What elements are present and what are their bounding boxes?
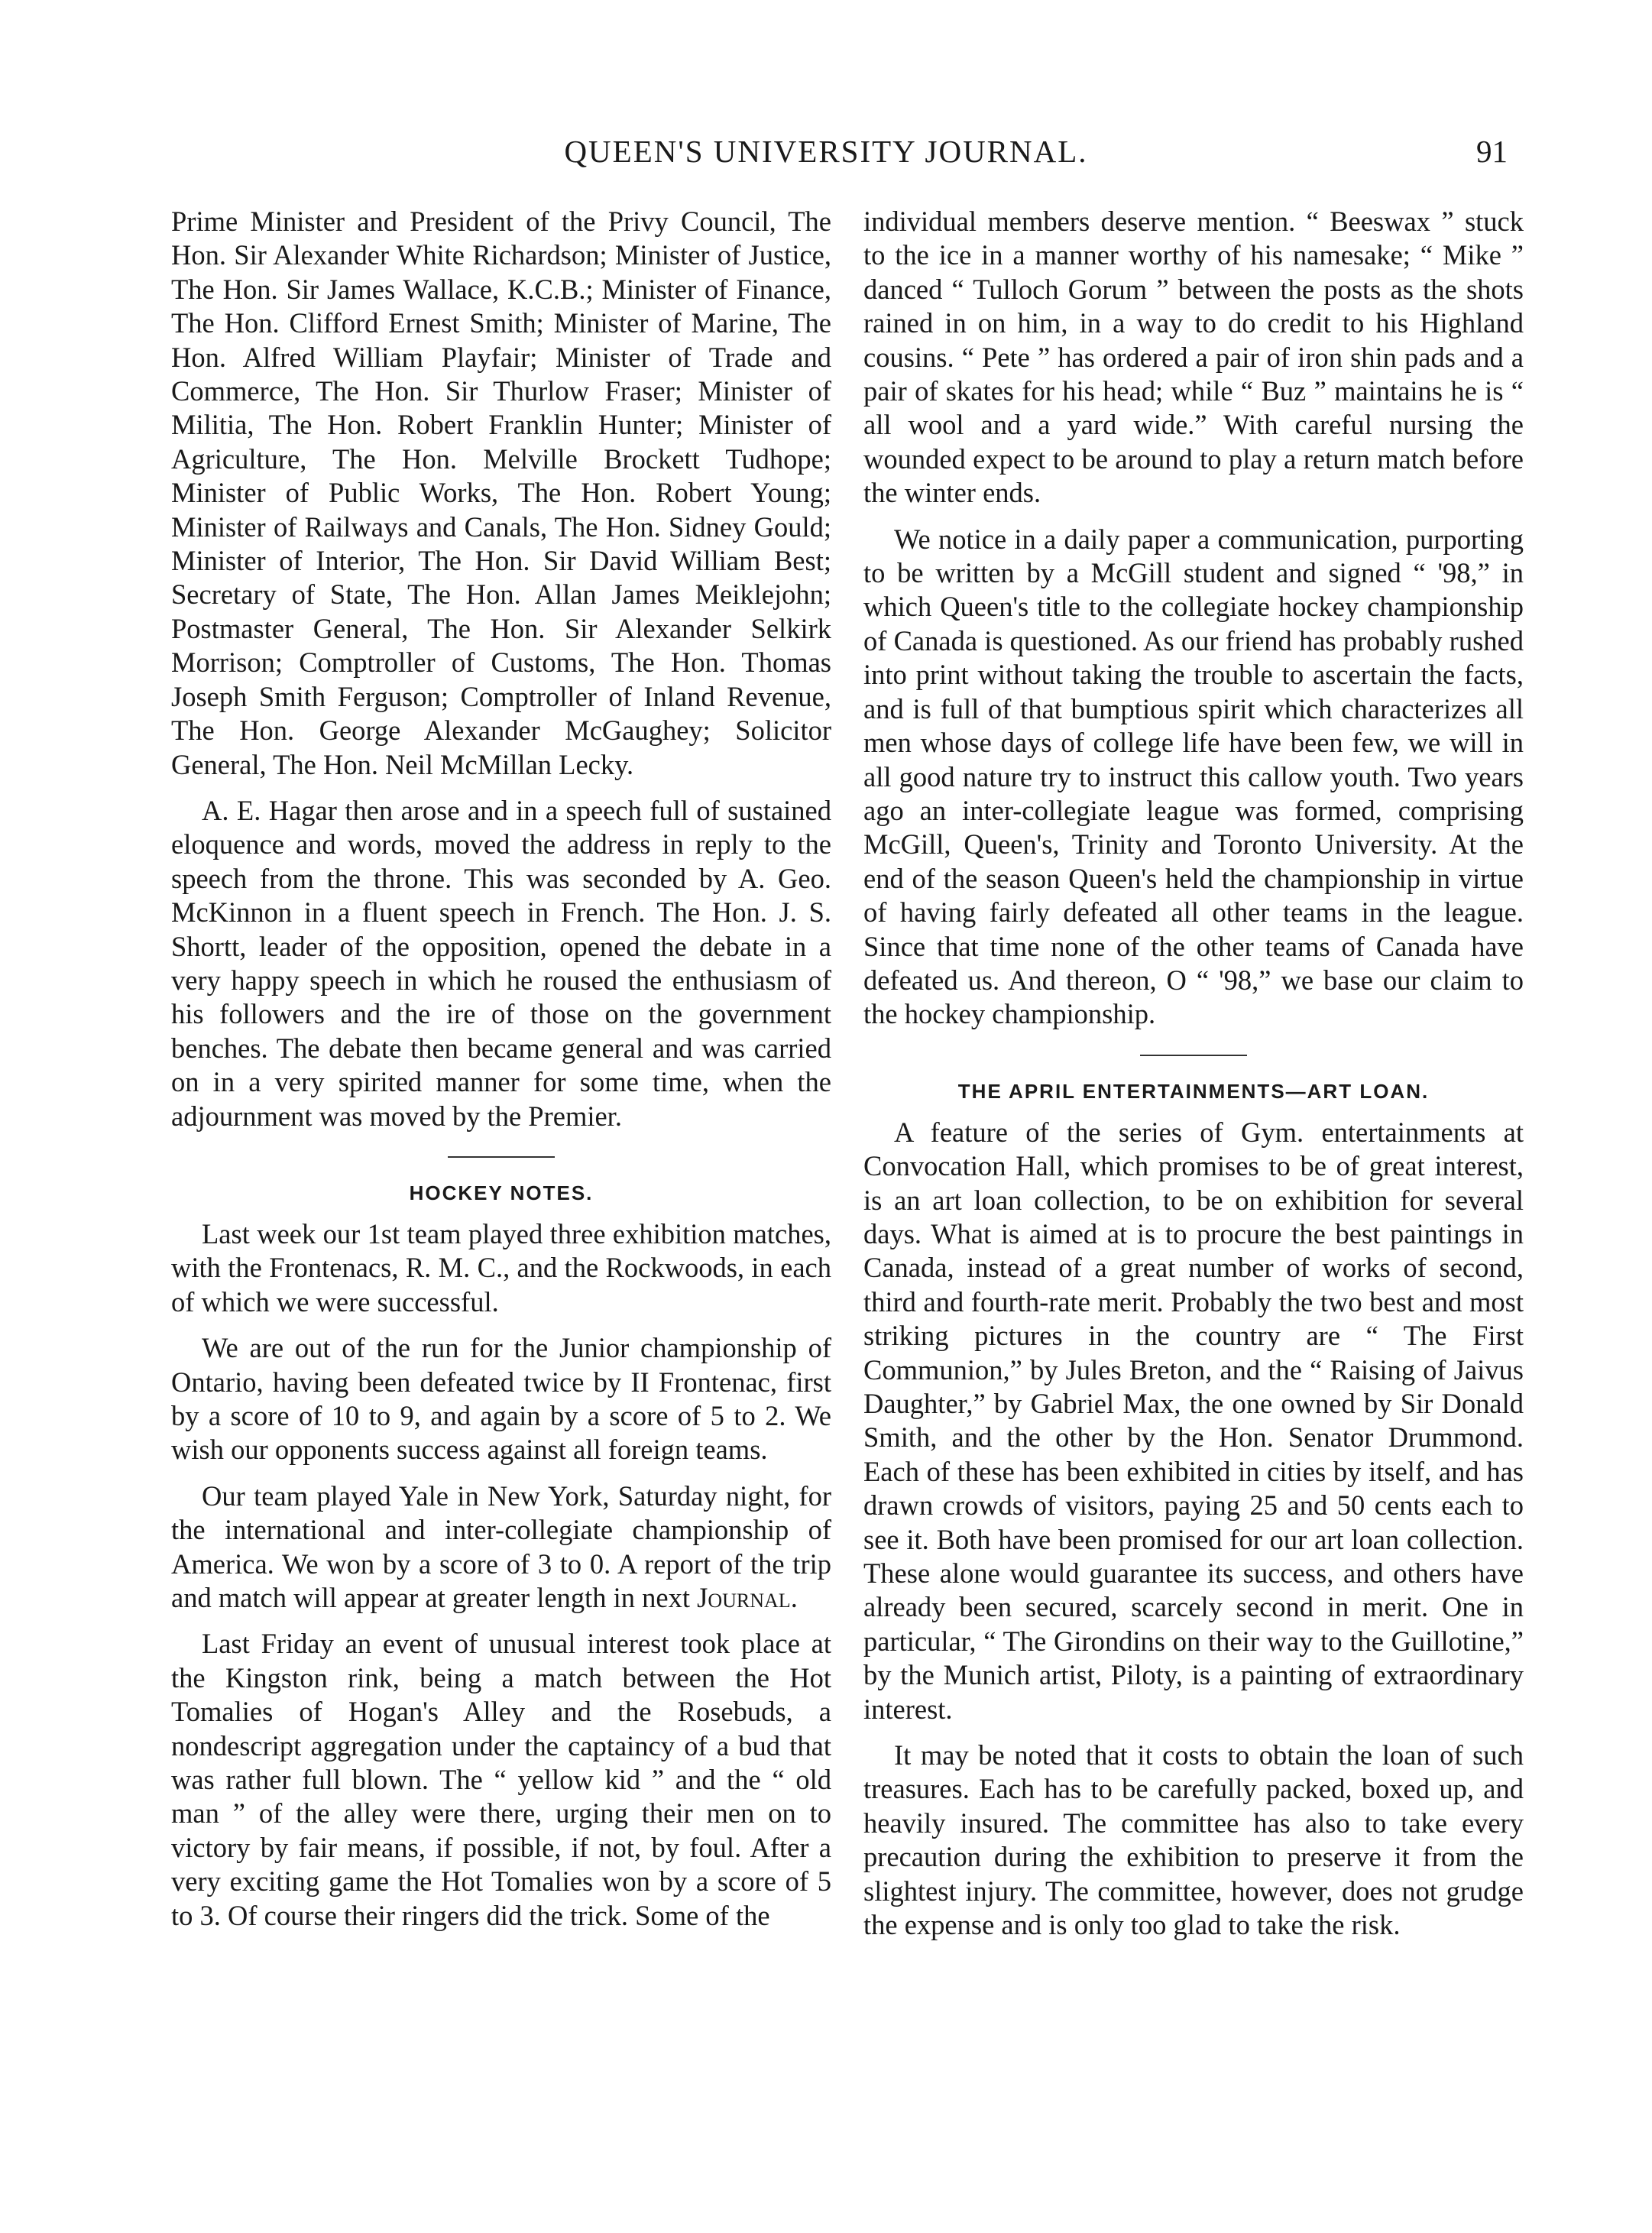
section-divider bbox=[448, 1156, 555, 1158]
art-loan-paragraph-1: A feature of the series of Gym. entertainments at Convocation Hall, which promises to be of great interest, is an art loan collection, to be on exhibition for several days. What is aimed at is to procure the best paintings in Canada, instead of a great number of works of second, third and fourth-rate merit. Probably the two best and most striking pictures in the country are “ The First Communion,” by Jules Breton, and the “ Raising of Jaivus Daughter,” by Gabriel Max, the one owned by Sir Donald Smith, and the other by the Hon. Senator Drummond. Each of these has been exhibited in cities by itself, and has drawn crowds of visitors, paying 25 and 50 cents each to see it. Both have been promised for our art loan collection. These alone would guarantee its success, and others have already been secured, scarcely second in merit. One in particular, “ The Girondins on their way to the Guillotine,” by the Munich artist, Piloty, is a painting of extraordinary interest. bbox=[863, 1116, 1524, 1725]
hockey-paragraph-4: Last Friday an event of unusual interest took place at the Kingston rink, being a match between the Hot Tomalies of Hogan's Alley and the Rosebuds, a nondescript aggregation under the captaincy of a bud that was rather full blown. The “ yellow kid ” and the “ old man ” of the alley were there, urging their men on to victory by fair means, if possible, if not, by foul. After a very exciting game the Hot Tomalies won by a score of 5 to 3. Of course their ringers did the trick. Some of the bbox=[171, 1628, 831, 1931]
left-column bbox=[171, 205, 831, 1945]
hockey-paragraph-3 bbox=[171, 1479, 831, 1616]
art-loan-paragraph-2: It may be noted that it costs to obtain the loan of such treasures. Each has to be carefully packed, boxed up, and heavily insured. The committee has also to take every precaution during the exhibition to preserve it from the slightest injury. The committee, however, does not grudge the expense and is only too glad to take the risk. bbox=[863, 1739, 1524, 1941]
hockey-paragraph-2: We are out of the run for the Junior championship of Ontario, having been defeated twice by II Frontenac, first by a score of 10 to 9, and again by a score of 5 to 2. We wish our opponents success against all foreign teams. bbox=[171, 1332, 831, 1466]
section-divider bbox=[1140, 1055, 1247, 1056]
art-loan-heading: THE APRIL ENTERTAINMENTS—ART LOAN. bbox=[957, 1079, 1430, 1103]
hockey-paragraph-3-text: Our team played Yale in New York, Saturday night, for the international and inter-collegiate championship of America. We won by a score of 3 to 0. A report of the trip and match will appear at greater length in next bbox=[171, 1479, 831, 1614]
hockey-notes-heading: HOCKEY NOTES. bbox=[409, 1181, 594, 1204]
debate-paragraph: A. E. Hagar then arose and in a speech full of sustained eloquence and words, moved the address in reply to the speech from the throne. This was seconded by A. Geo. McKinnon in a fluent speech in French. The Hon. J. S. Shortt, leader of the opposition, opened the debate in a very happy speech in which he roused the enthusiasm of his followers and the ire of those on the government benches. The debate then became general and was carried on in a very spirited manner for some time, when the adjournment was moved by the Premier. bbox=[171, 794, 831, 1132]
cabinet-list-paragraph: Prime Minister and President of the Privy Council, The Hon. Sir Alexander White Richardson; Minister of Justice, The Hon. Sir James Wallace, K.C.B.; Minister of Finance, The Hon. Clifford Ernest Smith; Minister of Marine, The Hon. Alfred William Playfair; Minister of Trade and Commerce, The Hon. Sir Thurlow Fraser; Minister of Militia, The Hon. Robert Franklin Hunter; Minister of Agriculture, The Hon. Melville Brockett Tudhope; Minister of Public Works, The Hon. Robert Young; Minister of Railways and Canals, The Hon. Sidney Gould; Minister of Interior, The Hon. Sir David William Best; Secretary of State, The Hon. Allan James Meiklejohn; Postmaster General, The Hon. Sir Alexander Selkirk Morrison; Comptroller of Customs, The Hon. Thomas Joseph Smith Ferguson; Comptroller of Inland Revenue, The Hon. George Alexander McGaughey; Solicitor General, The Hon. Neil McMillan Lecky. bbox=[171, 206, 831, 780]
hockey-continuation-paragraph: individual members deserve mention. “ Beeswax ” stuck to the ice in a manner worthy of his namesake; “ Mike ” danced “ Tulloch Gorum ” between the posts as the shots rained in on him, in a way to do credit to his Highland cousins. “ Pete ” has ordered a pair of iron shin pads and a pair of skates for his head; while “ Buz ” maintains he is “ all wool and a yard wide.” With careful nursing the wounded expect to be around to play a return match before the winter ends. bbox=[863, 206, 1524, 509]
hockey-paragraph-1: Last week our 1st team played three exhibition matches, with the Frontenacs, R. M. C., and the Rockwoods, in each of which we were successful. bbox=[171, 1217, 831, 1317]
journal-name: Journal. bbox=[697, 1582, 798, 1614]
mcgill-reply-paragraph: We notice in a daily paper a communication, purporting to be written by a McGill student and signed “ '98,” in which Queen's title to the collegiate hockey championship of Canada is questioned. As our friend has probably rushed into print without taking the trouble to ascertain the facts, and is full of that bumptious spirit which characterizes all men whose days of college life have been few, we will in all good nature try to instruct this callow youth. Two years ago an inter-collegiate league was formed, comprising McGill, Queen's, Trinity and Toronto University. At the end of the season Queen's held the championship in virtue of having fairly defeated all other teams in the league. Since that time none of the other teams of Canada have defeated us. And thereon, O “ '98,” we base our claim to the hockey championship. bbox=[863, 523, 1524, 1030]
right-column bbox=[863, 205, 1524, 1955]
running-header: QUEEN'S UNIVERSITY JOURNAL. bbox=[564, 134, 1088, 169]
page-number: 91 bbox=[1476, 134, 1508, 169]
